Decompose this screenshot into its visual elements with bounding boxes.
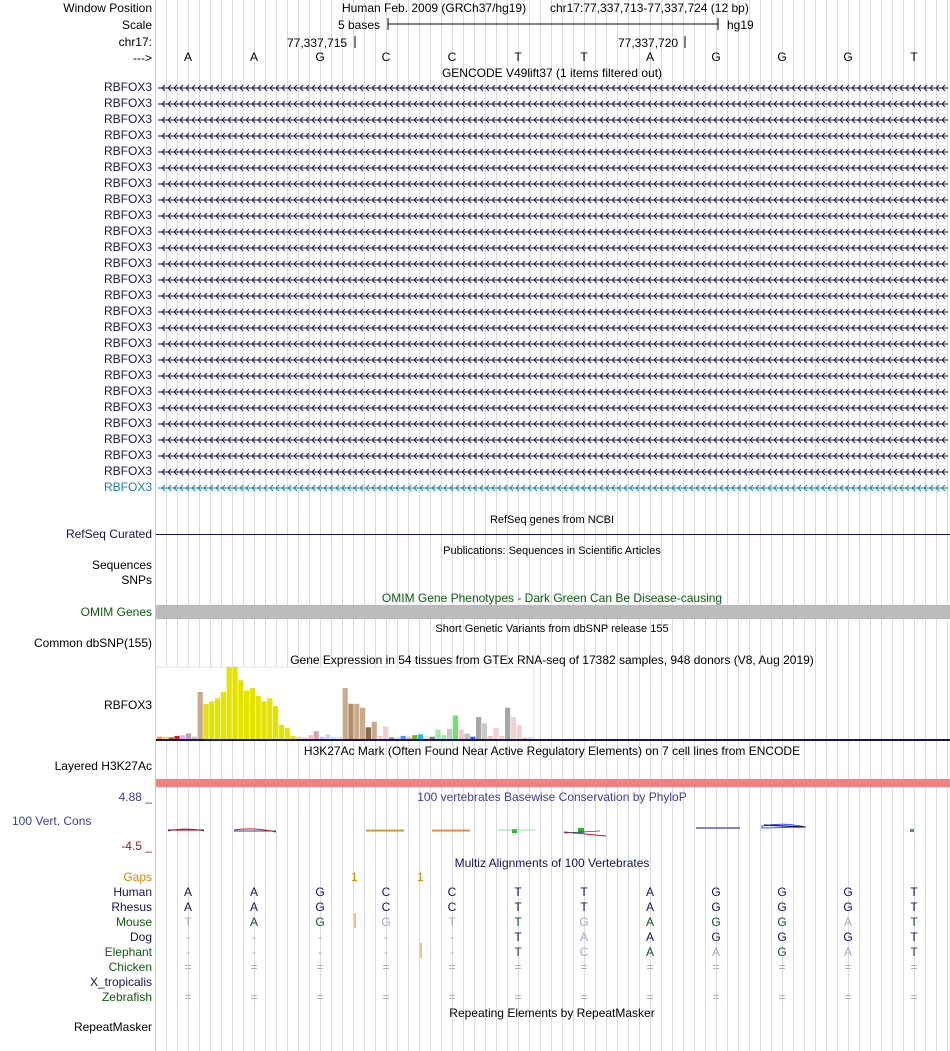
multiz-aligned-base: C <box>447 885 457 899</box>
gencode-transcript-label[interactable]: RBFOX3 <box>103 432 152 446</box>
multiz-title[interactable]: Multiz Alignments of 100 Vertebrates <box>454 856 650 870</box>
gencode-transcript-label[interactable]: RBFOX3 <box>103 80 152 94</box>
gaps-label[interactable]: Gaps <box>123 870 152 884</box>
gencode-transcript-label[interactable]: RBFOX3 <box>103 160 152 174</box>
multiz-aligned-base: - <box>384 945 388 959</box>
multiz-aligned-base: A <box>645 930 654 944</box>
multiz-aligned-base: = <box>712 960 720 974</box>
gencode-transcript-label[interactable]: RBFOX3 <box>103 352 152 366</box>
gencode-transcript-label[interactable]: RBFOX3 <box>103 336 152 350</box>
sequence-base: A <box>645 50 654 64</box>
gencode-transcript-label[interactable]: RBFOX3 <box>103 272 152 286</box>
multiz-aligned-base: - <box>252 945 256 959</box>
multiz-aligned-base: = <box>184 990 192 1004</box>
gencode-transcript-label[interactable]: RBFOX3 <box>103 224 152 238</box>
multiz-aligned-base: G <box>711 900 721 914</box>
phylop-title[interactable]: 100 vertebrates Basewise Conservation by PhyloP <box>417 790 687 804</box>
multiz-species-label[interactable]: Chicken <box>108 960 152 974</box>
multiz-aligned-base: A <box>249 915 258 929</box>
multiz-aligned-base: = <box>712 990 720 1004</box>
sequence-base: A <box>249 50 258 64</box>
multiz-aligned-base: G <box>777 915 787 929</box>
phylop-min-label: -4.5 _ <box>121 839 152 853</box>
gencode-transcript-label[interactable]: RBFOX3 <box>103 464 152 478</box>
multiz-aligned-base: = <box>646 960 654 974</box>
sequence-base: G <box>777 50 787 64</box>
multiz-aligned-base: - <box>384 930 388 944</box>
refseq-title[interactable]: RefSeq genes from NCBI <box>489 514 615 526</box>
multiz-aligned-base: T <box>514 930 522 944</box>
multiz-aligned-base: G <box>315 885 325 899</box>
multiz-aligned-base: T <box>910 930 918 944</box>
repeatmasker-label[interactable]: RepeatMasker <box>73 1020 152 1034</box>
multiz-aligned-base: = <box>382 990 390 1004</box>
multiz-aligned-base: - <box>186 930 190 944</box>
multiz-aligned-base: = <box>646 990 654 1004</box>
multiz-species-label[interactable]: Rhesus <box>111 900 152 914</box>
gencode-transcript-label[interactable]: RBFOX3 <box>103 480 152 494</box>
dbsnp-label[interactable]: Common dbSNP(155) <box>33 636 152 650</box>
multiz-aligned-base: A <box>843 915 852 929</box>
multiz-aligned-base: = <box>250 960 258 974</box>
multiz-aligned-base: A <box>645 885 654 899</box>
coord-left: 77,337,715 <box>287 36 348 50</box>
multiz-aligned-base: C <box>381 900 391 914</box>
multiz-aligned-base: - <box>450 945 454 959</box>
multiz-aligned-base: T <box>580 900 588 914</box>
omim-title[interactable]: OMIM Gene Phenotypes - Dark Green Can Be Disease-causing <box>381 591 723 605</box>
gencode-transcript-label[interactable]: RBFOX3 <box>103 288 152 302</box>
gencode-title[interactable]: GENCODE V49lift37 (1 items filtered out) <box>441 66 663 80</box>
gencode-transcript-label[interactable]: RBFOX3 <box>103 416 152 430</box>
gencode-transcript-label[interactable]: RBFOX3 <box>103 96 152 110</box>
multiz-aligned-base: C <box>447 900 457 914</box>
multiz-aligned-base: = <box>448 960 456 974</box>
sequence-base: C <box>447 50 457 64</box>
multiz-aligned-base: T <box>514 885 522 899</box>
multiz-aligned-base: - <box>318 945 322 959</box>
multiz-aligned-base: G <box>777 945 787 959</box>
multiz-aligned-base: G <box>315 900 325 914</box>
h3k27ac-label[interactable]: Layered H3K27Ac <box>54 759 152 773</box>
multiz-aligned-base: G <box>579 915 589 929</box>
chrom-label: chr17: <box>118 35 152 49</box>
multiz-aligned-base: T <box>910 945 918 959</box>
multiz-aligned-base: = <box>778 990 786 1004</box>
window-position-label: Window Position <box>63 1 152 15</box>
gencode-transcript-label[interactable]: RBFOX3 <box>103 304 152 318</box>
multiz-aligned-base: T <box>910 915 918 929</box>
multiz-aligned-base: = <box>316 960 324 974</box>
sequence-base: G <box>711 50 721 64</box>
multiz-aligned-base: A <box>183 885 192 899</box>
publications-title[interactable]: Publications: Sequences in Scientific Articles <box>443 545 661 557</box>
dbsnp-title[interactable]: Short Genetic Variants from dbSNP release 155 <box>435 623 669 635</box>
multiz-species-label[interactable]: Elephant <box>104 945 152 959</box>
multiz-aligned-base: T <box>514 900 522 914</box>
multiz-aligned-base: - <box>186 945 190 959</box>
gencode-transcript-label[interactable]: RBFOX3 <box>103 144 152 158</box>
gencode-transcript-label[interactable]: RBFOX3 <box>103 368 152 382</box>
strand-label: ---> <box>133 51 152 65</box>
multiz-aligned-base: T <box>910 900 918 914</box>
multiz-aligned-base: = <box>778 960 786 974</box>
sequence-base: T <box>910 50 918 64</box>
gtex-label[interactable]: RBFOX3 <box>103 698 152 712</box>
multiz-aligned-base: T <box>514 945 522 959</box>
assembly-text: Human Feb. 2009 (GRCh37/hg19) <box>342 1 527 15</box>
gencode-transcript-label[interactable]: RBFOX3 <box>103 256 152 270</box>
scale-text: 5 bases <box>338 18 381 32</box>
sequence-base: G <box>315 50 325 64</box>
gencode-transcript-label[interactable]: RBFOX3 <box>103 208 152 222</box>
phylop-max-label: 4.88 _ <box>118 790 152 804</box>
multiz-species-label[interactable]: X_tropicalis <box>89 975 152 989</box>
multiz-aligned-base: C <box>381 885 391 899</box>
gencode-transcript-label[interactable]: RBFOX3 <box>103 192 152 206</box>
multiz-species-label[interactable]: Dog <box>129 930 152 944</box>
gap-mark-1: 1 <box>351 870 358 884</box>
multiz-aligned-base: G <box>711 930 721 944</box>
multiz-species-label[interactable]: Zebrafish <box>101 990 152 1004</box>
multiz-aligned-base: G <box>777 900 787 914</box>
gencode-transcript-label[interactable]: RBFOX3 <box>103 128 152 142</box>
sequence-base: A <box>183 50 192 64</box>
multiz-aligned-base: = <box>910 990 918 1004</box>
gencode-transcript-label[interactable]: RBFOX3 <box>103 320 152 334</box>
multiz-aligned-base: A <box>249 885 258 899</box>
multiz-aligned-base: G <box>843 885 853 899</box>
multiz-aligned-base: A <box>183 900 192 914</box>
multiz-aligned-base: A <box>711 945 720 959</box>
multiz-aligned-base: = <box>910 960 918 974</box>
gencode-transcript-label[interactable]: RBFOX3 <box>103 400 152 414</box>
multiz-aligned-base: = <box>316 990 324 1004</box>
sequence-base: G <box>843 50 853 64</box>
publications-label-2[interactable]: SNPs <box>121 573 152 587</box>
position-text[interactable]: chr17:77,337,713-77,337,724 (12 bp) <box>550 1 749 15</box>
multiz-aligned-base: = <box>580 960 588 974</box>
sequence-base: T <box>580 50 588 64</box>
multiz-aligned-base: G <box>777 885 787 899</box>
multiz-aligned-base: = <box>844 990 852 1004</box>
multiz-aligned-base: G <box>381 915 391 929</box>
multiz-aligned-base: G <box>777 930 787 944</box>
multiz-aligned-base: = <box>448 990 456 1004</box>
multiz-aligned-base: A <box>645 945 654 959</box>
sequence-base: C <box>381 50 391 64</box>
multiz-aligned-base: = <box>250 990 258 1004</box>
gap-mark-2: 1 <box>417 870 424 884</box>
gencode-transcript-label[interactable]: RBFOX3 <box>103 176 152 190</box>
multiz-aligned-base: - <box>252 930 256 944</box>
multiz-aligned-base: G <box>843 930 853 944</box>
multiz-aligned-base: G <box>711 915 721 929</box>
multiz-aligned-base: T <box>580 885 588 899</box>
phylop-label[interactable]: 100 Vert. Cons <box>12 814 92 828</box>
multiz-aligned-base: T <box>514 915 522 929</box>
db-text: hg19 <box>727 18 754 32</box>
gencode-transcript-label[interactable]: RBFOX3 <box>103 384 152 398</box>
omim-label[interactable]: OMIM Genes <box>80 605 152 619</box>
multiz-species-label[interactable]: Human <box>113 885 152 899</box>
multiz-aligned-base: A <box>249 900 258 914</box>
multiz-aligned-base: - <box>318 930 322 944</box>
multiz-aligned-base: A <box>645 900 654 914</box>
multiz-aligned-base: = <box>514 960 522 974</box>
multiz-aligned-base: C <box>579 945 589 959</box>
multiz-aligned-base: = <box>844 960 852 974</box>
gencode-transcript-label[interactable]: RBFOX3 <box>103 448 152 462</box>
multiz-aligned-base: G <box>315 915 325 929</box>
multiz-aligned-base: A <box>579 930 588 944</box>
gencode-transcript-label[interactable]: RBFOX3 <box>103 240 152 254</box>
multiz-aligned-base: G <box>843 900 853 914</box>
multiz-aligned-base: = <box>580 990 588 1004</box>
h3k27ac-title[interactable]: H3K27Ac Mark (Often Found Near Active Regulatory Elements) on 7 cell lines from ENCODE <box>303 744 801 758</box>
multiz-aligned-base: A <box>645 915 654 929</box>
multiz-aligned-base: - <box>450 930 454 944</box>
scale-label: Scale <box>121 18 152 32</box>
publications-label-1[interactable]: Sequences <box>91 558 152 572</box>
multiz-aligned-base: G <box>711 885 721 899</box>
multiz-aligned-base: = <box>514 990 522 1004</box>
refseq-label[interactable]: RefSeq Curated <box>65 527 152 541</box>
repeatmasker-title[interactable]: Repeating Elements by RepeatMasker <box>449 1006 655 1020</box>
multiz-species-label[interactable]: Mouse <box>115 915 152 929</box>
multiz-aligned-base: = <box>184 960 192 974</box>
multiz-aligned-base: = <box>382 960 390 974</box>
multiz-aligned-base: A <box>843 945 852 959</box>
gencode-transcript-label[interactable]: RBFOX3 <box>103 112 152 126</box>
gtex-title[interactable]: Gene Expression in 54 tissues from GTEx RNA-seq of 17382 samples, 948 donors (V8, Aug 2019) <box>290 653 814 667</box>
multiz-aligned-base: T <box>910 885 918 899</box>
sequence-base: T <box>514 50 522 64</box>
coord-right: 77,337,720 <box>618 36 679 50</box>
multiz-aligned-base: T <box>448 915 456 929</box>
multiz-aligned-base: T <box>184 915 192 929</box>
